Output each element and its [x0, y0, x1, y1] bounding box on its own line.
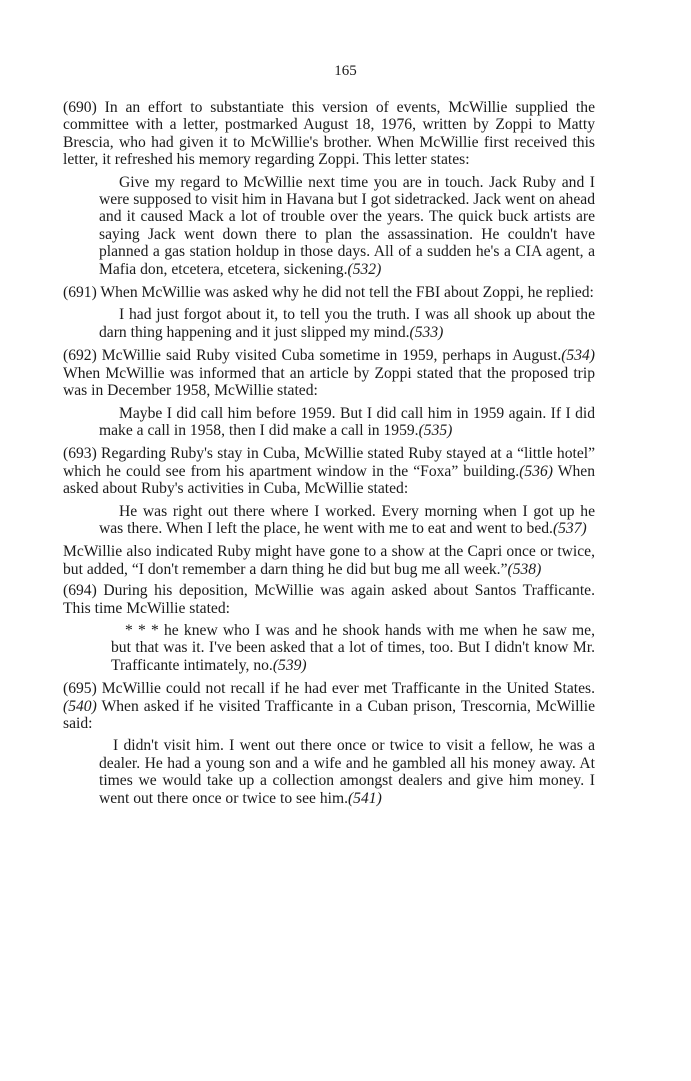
- paragraph-694: [63, 582, 595, 617]
- quote-text: * * * he knew who I was and he shook hands with me when he saw me, but that was it. I've been asked that a lot of times, too. But I didn't know Mr. Trafficante intimately, no.: [111, 621, 595, 674]
- quote-block: [63, 737, 595, 807]
- paragraph-text: (693) Regarding Ruby's stay in Cuba, McWillie stated Ruby stayed at a “little hotel” which he could see from his apartment window in the “Foxa” building.: [63, 445, 595, 480]
- paragraph-690: [63, 99, 595, 169]
- footnote-citation: (536): [519, 462, 553, 480]
- paragraph-text: (695) McWillie could not recall if he had ever met Trafficante in the United States.: [63, 680, 595, 698]
- paragraph-text: (694) During his deposition, McWillie was again asked about Santos Trafficante. This time McWillie stated:: [63, 582, 595, 617]
- quote-block: [63, 622, 595, 674]
- page-number: 165: [334, 63, 357, 79]
- quote-text: I didn't visit him. I went out there once or twice to visit a fellow, he was a dealer. He had a young son and a wife and he gambled all his money away. At times we would take up a collection amongst dealers and give him money. I went out there once or twice to see him.: [99, 737, 595, 807]
- page-body: [63, 99, 595, 813]
- paragraph-text: McWillie also indicated Ruby might have gone to a show at the Capri once or twice, but added, “I don't remember a darn thing he did but bug me all week.”: [63, 543, 595, 578]
- footnote-citation: (535): [418, 421, 453, 439]
- paragraph-text: (692) McWillie said Ruby visited Cuba sometime in 1959, perhaps in August.: [63, 347, 562, 365]
- quote-text: Give my regard to McWillie next time you are in touch. Jack Ruby and I were supposed to visit him in Havana but I got sidetracked. Jack went on ahead and it caused Mack a lot of trouble over the years. The quick buck artists are saying Jack went down there to plan the assassination. He couldn't have planned a gas station holdup in those days. All of a sudden he's a CIA agent, a Mafia don, etcetera, etcetera, sickening.: [99, 173, 595, 278]
- footnote-citation: (538): [507, 560, 542, 578]
- footnote-citation: (541): [347, 789, 382, 807]
- quote-text: I had just forgot about it, to tell you the truth. I was all shook up about the darn thing happening and it just slipped my mind.: [99, 306, 595, 341]
- quote-text: He was right out there where I worked. Every morning when I got up he was there. When I left the place, he went with me to eat and went to bed.: [99, 502, 595, 537]
- quote-block: [63, 306, 595, 341]
- paragraph-text: When asked if he visited Trafficante in a Cuban prison, Trescornia, McWillie said:: [63, 697, 595, 732]
- paragraph-text: (690) In an effort to substantiate this version of events, McWillie supplied the committee with a letter, postmarked August 18, 1976, written by Zoppi to Matty Brescia, who had given it to McWillie's brother. When McWillie first received this letter, it refreshed his memory regarding Zoppi. This letter states:: [63, 99, 595, 169]
- quote-block: [63, 174, 595, 278]
- paragraph-continuation: [63, 543, 595, 578]
- paragraph-text: (691) When McWillie was asked why he did not tell the FBI about Zoppi, he replied:: [63, 284, 594, 302]
- footnote-citation: (533): [409, 323, 444, 341]
- paragraph-693: [63, 445, 595, 497]
- paragraph-691: [63, 284, 595, 301]
- footnote-citation: (537): [552, 519, 587, 537]
- quote-block: [63, 503, 595, 538]
- footnote-citation: (532): [347, 260, 382, 278]
- quote-block: [63, 405, 595, 440]
- paragraph-695: [63, 680, 595, 732]
- footnote-citation: (534): [561, 347, 595, 365]
- quote-text: Maybe I did call him before 1959. But I did call him in 1959 again. If I did make a call in 1958, then I did make a call in 1959.: [99, 404, 595, 439]
- paragraph-text: When asked about Ruby's activities in Cuba, McWillie stated:: [63, 462, 595, 498]
- paragraph-text: When McWillie was informed that an article by Zoppi stated that the proposed trip was in December 1958, McWillie stated:: [63, 364, 595, 400]
- footnote-citation: (539): [272, 656, 307, 674]
- paragraph-692: [63, 347, 595, 399]
- footnote-citation: (540): [63, 697, 97, 715]
